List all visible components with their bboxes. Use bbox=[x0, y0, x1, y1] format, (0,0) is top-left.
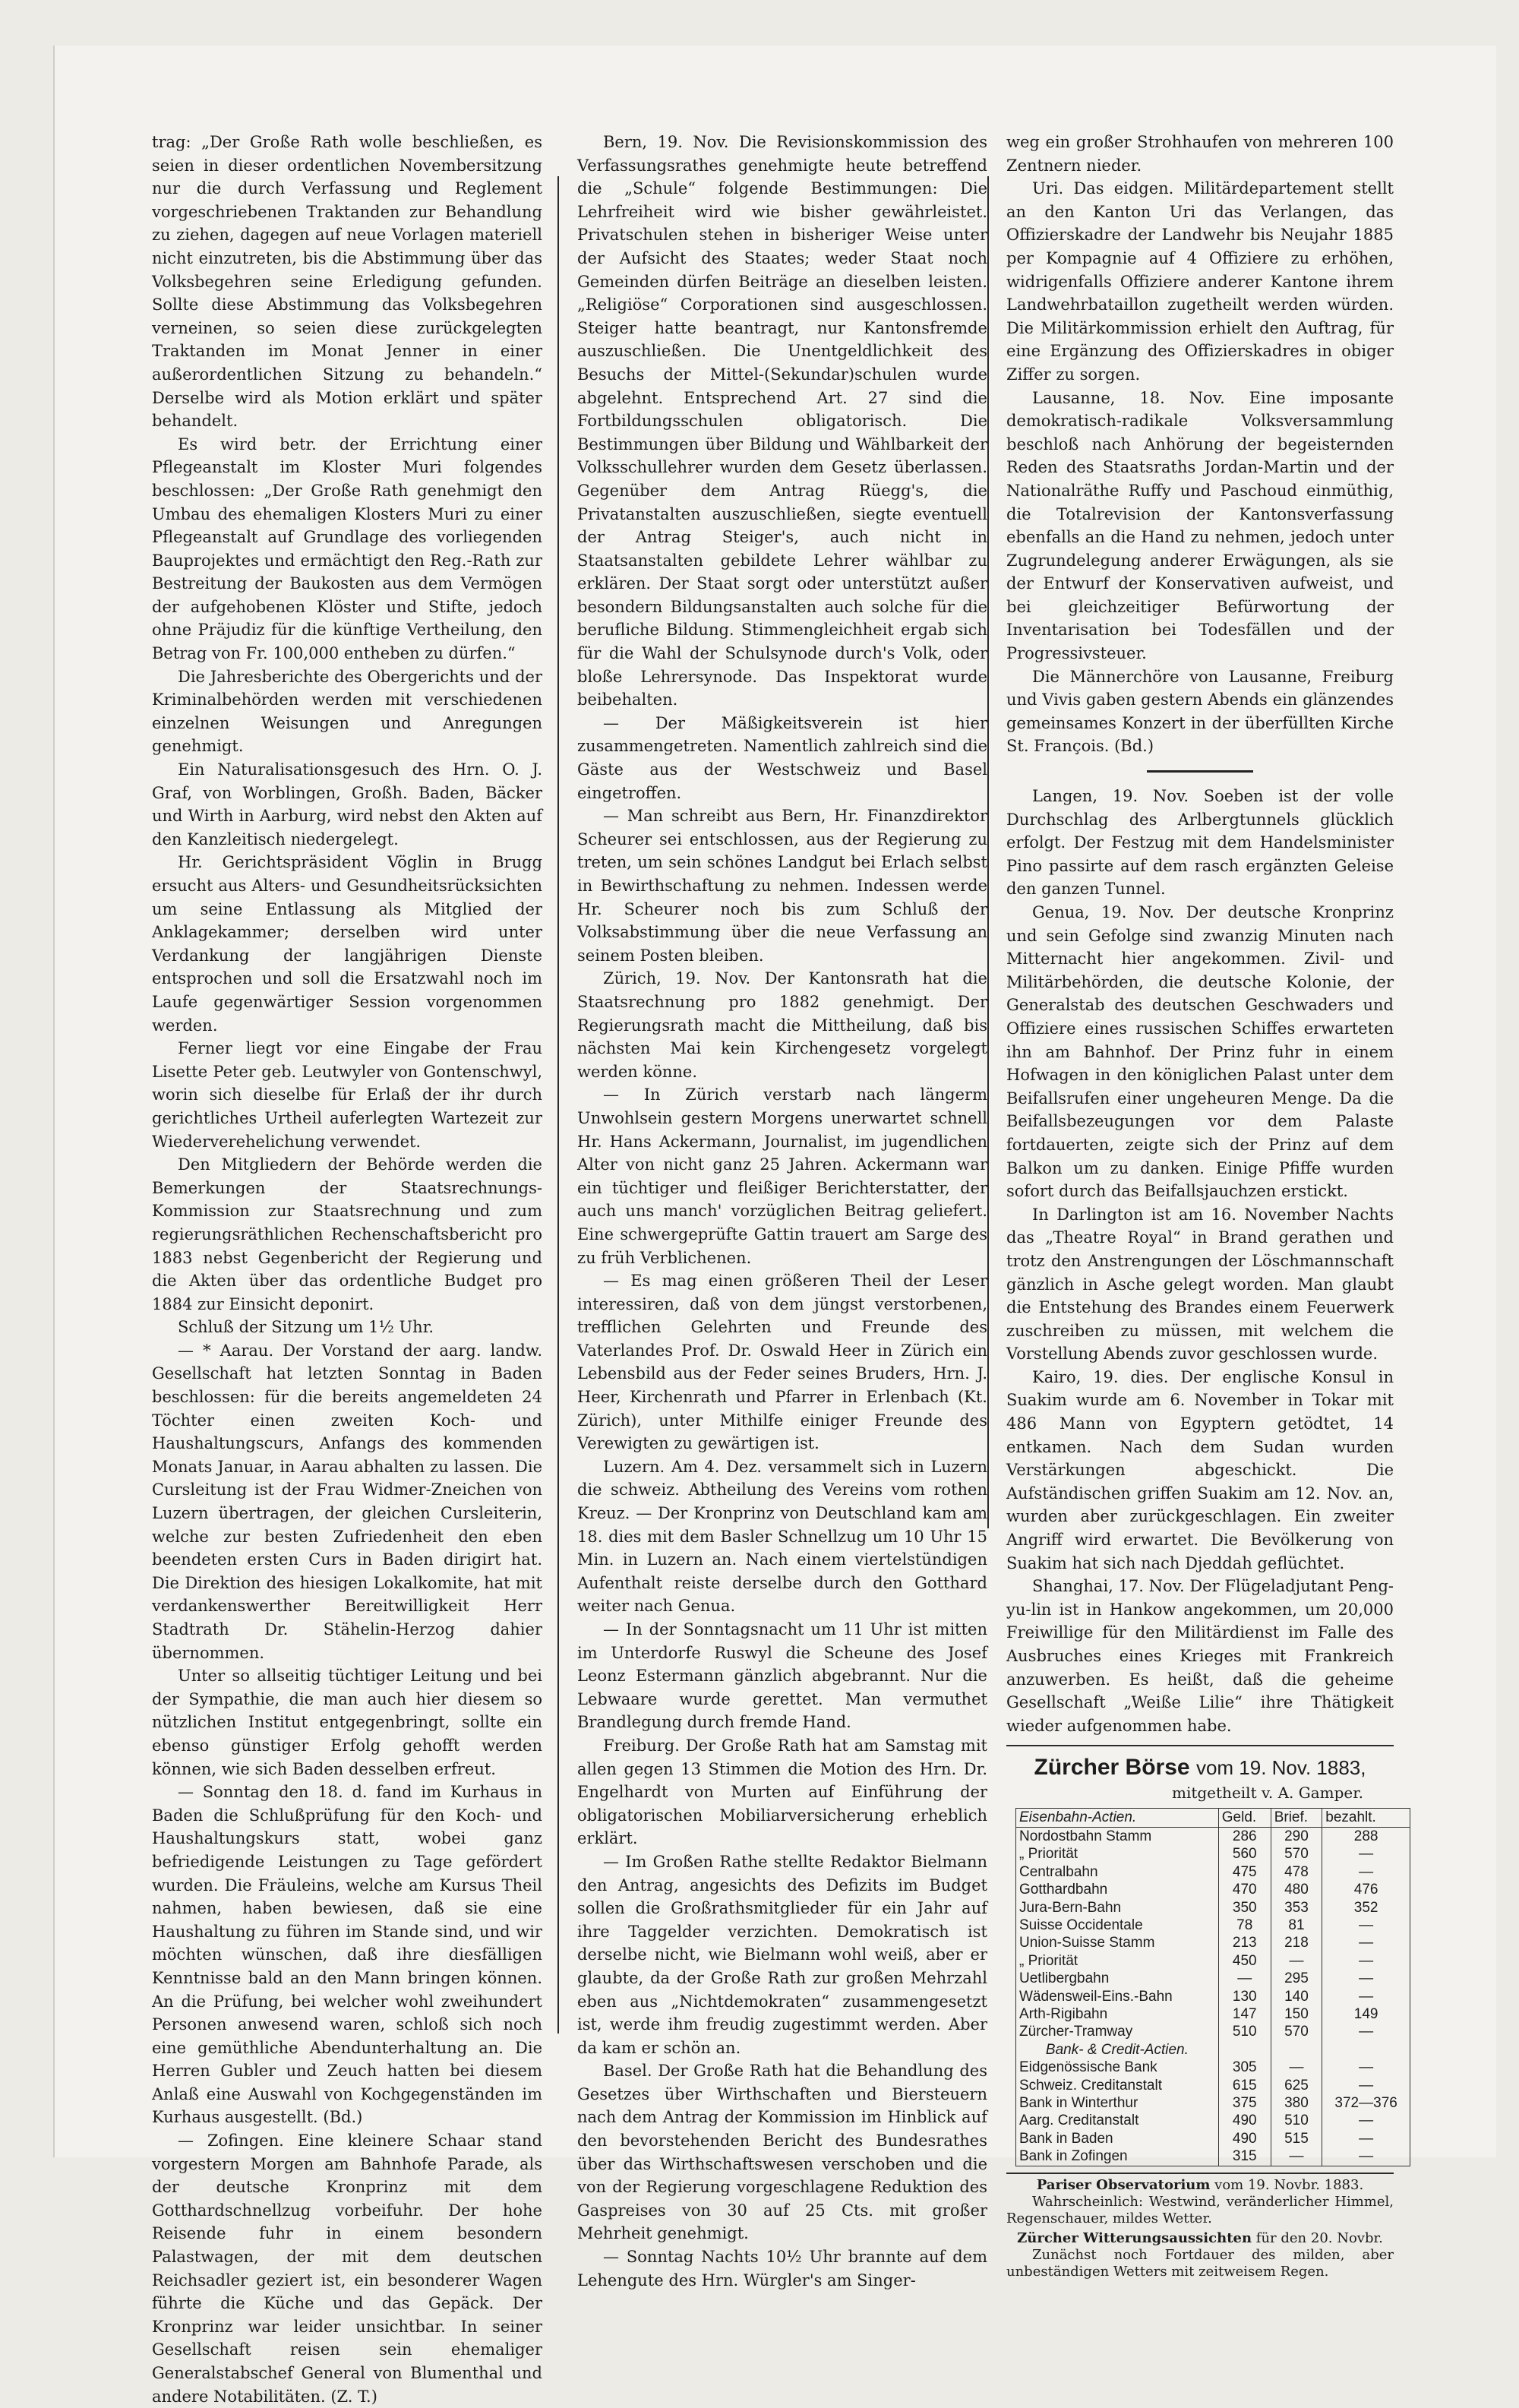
price-cell: 478 bbox=[1271, 1863, 1322, 1881]
price-cell: 140 bbox=[1271, 1988, 1322, 2005]
table-row bbox=[1016, 2005, 1410, 2023]
price-cell: — bbox=[1322, 1845, 1410, 1863]
table-category-row bbox=[1016, 2041, 1410, 2059]
price-cell: — bbox=[1322, 1952, 1410, 1970]
price-cell: — bbox=[1322, 1970, 1410, 1987]
price-cell: 147 bbox=[1218, 2005, 1271, 2023]
article-paragraph: Uri. Das eidgen. Militärdepartement stellt an den Kanton Uri das Verlangen, das Offizierskadre der Landwehr bis Neujahr 1885 per Kompagnie auf 4 Offiziere zu erhöhen, widrigenfalls Offiziere anderer Kantone ihrem Landwehrbataillon zugetheilt werden würden. Die Militärkommission erhielt den Auftrag, für eine Ergänzung des Offizierskadres in obiger Ziffer zu sorgen. bbox=[1006, 179, 1394, 384]
price-cell: 510 bbox=[1218, 2023, 1271, 2040]
header-category: Eisenbahn-Actien. bbox=[1016, 1808, 1219, 1827]
security-name: Bank in Zofingen bbox=[1016, 2147, 1219, 2165]
security-name: Eidgenössische Bank bbox=[1016, 2059, 1219, 2076]
price-cell: 290 bbox=[1271, 1827, 1322, 1845]
article-paragraph: Die Jahresberichte des Obergerichts und der Kriminalbehörden werden mit verschiedenen einzelnen Weisungen und Anregungen genehmigt. bbox=[152, 667, 542, 756]
table-row bbox=[1016, 1952, 1410, 1970]
article-paragraph: Hr. Gerichtspräsident Vöglin in Brugg ersucht aus Alters- und Gesundheitsrücksichten um seine Entlassung als Mitglied der Anklagekammer; derselben wird unter Verdankung der langjährigen Dienste entsprochen und soll die Ersatzwahl noch im Laufe gegenwärtiger Session vorgenommen werden. bbox=[152, 853, 542, 1035]
price-cell: 288 bbox=[1322, 1827, 1410, 1845]
article-paragraph: Unter so allseitig tüchtiger Leitung und bei der Sympathie, die man auch hier diesem so nützlichen Institut entgegenbringt, sollte ein ebenso günstiger Erfolg gehofft werden können, wie sich Baden desselben erfreut. bbox=[152, 1667, 542, 1778]
price-cell: — bbox=[1322, 2147, 1410, 2165]
article-paragraph: — Der Mäßigkeitsverein ist hier zusammengetreten. Namentlich zahlreich sind die Gäste aus der Westschweiz und Basel eingetroffen. bbox=[577, 713, 987, 802]
price-cell: 372—376 bbox=[1322, 2094, 1410, 2112]
empty-cell bbox=[1322, 2041, 1410, 2059]
column-divider bbox=[557, 176, 559, 2034]
price-cell: 515 bbox=[1271, 2130, 1322, 2147]
article-paragraph: Ferner liegt vor eine Eingabe der Frau Lisette Peter geb. Leutwyler von Gontenschwyl, worin sich dieselbe für Erlaß der ihr durch gerichtliches Urtheil auferlegten Wartezeit zur Wiederverehelichung verwendet. bbox=[152, 1039, 542, 1151]
paris-date: vom 19. Novbr. 1883. bbox=[1214, 2176, 1364, 2193]
security-name: Gotthardbahn bbox=[1016, 1881, 1219, 1898]
paris-title: Pariser Observatorium bbox=[1036, 2176, 1211, 2193]
security-name: „ Priorität bbox=[1016, 1845, 1219, 1863]
price-cell: 130 bbox=[1218, 1988, 1271, 2005]
price-cell: 213 bbox=[1218, 1934, 1271, 1951]
bourse-source: mitgetheilt v. A. Gamper. bbox=[1171, 1784, 1363, 1803]
price-cell: — bbox=[1322, 1934, 1410, 1951]
price-cell: 570 bbox=[1271, 2023, 1322, 2040]
bourse-date: vom 19. Nov. 1883, bbox=[1195, 1756, 1366, 1780]
article-paragraph: Es wird betr. der Errichtung einer Pflegeanstalt im Kloster Muri folgendes beschlossen: „Der Große Rath genehmigt den Umbau des ehemaligen Klosters Muri zu einer Pflegeanstalt auf Grundlage des vorliegenden Bauprojektes und ermächtigt den Reg.-Rath zur Bestreitung der Baukosten aus dem Vermögen der aufgehobenen Klöster und Stifte, jedoch ohne Präjudiz für die künftige Vertheilung, den Betrag von Fr. 100,000 entheben zu dürfen.“ bbox=[152, 435, 542, 663]
price-cell: 375 bbox=[1218, 2094, 1271, 2112]
table-row bbox=[1016, 2094, 1410, 2112]
price-cell: 570 bbox=[1271, 1845, 1322, 1863]
article-paragraph: — Sonntag Nachts 10½ Uhr brannte auf dem Lehengute des Hrn. Würgler's am Singer- bbox=[577, 2248, 987, 2289]
article-paragraph: trag: „Der Große Rath wolle beschließen, es seien in dieser ordentlichen Novembersitzung nur die durch Verfassung und Reglement vorgeschriebenen Traktanden zur Behandlung zu ziehen, dagegen auf neue Vorlagen materiell nicht einzutreten, bis die Abstimmung über das Volksbegehren seine Erledigung gefunden. Sollte diese Abstimmung das Volksbegehren verneinen, so seien diese zurückgelegten Traktanden im Monat Jenner in einer außerordentlichen Sitzung zu behandeln.“ Derselbe wird als Motion erklärt und später behandelt. bbox=[152, 133, 542, 431]
article-paragraph: — In Zürich verstarb nach längerm Unwohlsein gestern Morgens unerwartet schnell Hr. Hans Ackermann, Journalist, im jugendlichen Alter von nicht ganz 25 Jahren. Ackermann war ein tüchtiger und fleißiger Berichterstatter, der auch uns manch' vorzüglichen Beitrag geliefert. Eine schwergeprüfte Gattin trauert am Sarge des zu früh Verblichenen. bbox=[577, 1085, 987, 1267]
table-row bbox=[1016, 2147, 1410, 2165]
article-paragraph: Bern, 19. Nov. Die Revisionskommission des Verfassungsrathes genehmigte heute betreffend die „Schule“ folgende Bestimmungen: Die Lehrfreiheit wird wie bisher gewährleistet. Privatschulen stehen in bisheriger Weise unter der Aufsicht des Staates; weder Staat noch Gemeinden dürfen Beiträge an dieselben leisten. „Religiöse“ Corporationen sind ausgeschlossen. Steiger hatte beantragt, nur Kantonsfremde auszuschließen. Die Unentgeldlichkeit des Besuchs der Mittel-(Sekundar)schulen wurde abgelehnt. Entsprechend Art. 27 sind die Fortbildungsschulen obligatorisch. Die Bestimmungen über Bildung und Wählbarkeit der Volksschullehrer wurden dem Gesetz überlassen. Gegenüber dem Antrag Rüegg's, die Privatanstalten auszuschließen, siegte eventuell der Antrag Steiger's, auch nicht in Staatsanstalten gebildete Lehrer wählbar zu erklären. Der Staat sorgt oder unterstützt außer besondern Bildungsanstalten auch solche für die berufliche Bildung. Stimmengleichheit ergab sich für die Wahl der Schulsynode durch's Volk, oder bloße Lehrersynode. Das Inspektorat wurde beibehalten. bbox=[577, 133, 987, 709]
table-row bbox=[1016, 2023, 1410, 2040]
article-paragraph: — Sonntag den 18. d. fand im Kurhaus in Baden die Schlußprüfung für den Koch- und Haushaltungskurs statt, wobei ganz befriedigende Leistungen zu Tage gefördert wurden. Die Fräuleins, welche am Kursus Theil nahmen, haben bewiesen, daß sie eine Haushaltung zu führen im Stande sind, und wir möchten wünschen, daß ihre diesfälligen Kenntnisse bald an den Mann bringen können. An die Prüfung, bei welcher wohl zweihundert Personen anwesend waren, schloß sich noch eine gemüthliche Abendunterhaltung an. Die Herren Gubler und Zeuch hatten bei diesem Anlaß eine Auswahl von Kochgegenständen im Kurhaus ausgestellt. (Bd.) bbox=[152, 1783, 542, 2127]
price-cell: 490 bbox=[1218, 2130, 1271, 2147]
security-name: „ Priorität bbox=[1016, 1952, 1219, 1970]
zurich-forecast: Zunächst noch Fortdauer des milden, aber unbeständigen Wetters mit zeitweisem Regen. bbox=[1006, 2246, 1394, 2280]
price-cell: 476 bbox=[1322, 1881, 1410, 1898]
table-row bbox=[1016, 1899, 1410, 1917]
weather-zurich bbox=[1006, 2230, 1394, 2247]
price-cell: 450 bbox=[1218, 1952, 1271, 1970]
price-cell: 149 bbox=[1322, 2005, 1410, 2023]
column-2 bbox=[577, 131, 987, 2292]
article-paragraph: — Zofingen. Eine kleinere Schaar stand vorgestern Morgen am Bahnhofe Parade, als der deutsche Kronprinz mit dem Gotthardschnellzug vorbeifuhr. Der hohe Reisende fuhr in einem besondern Palastwagen, der mit dem deutschen Reichsadler geziert ist, ein besonderer Wagen führte die Küche und das Gepäck. Der Kronprinz war leider unsichtbar. In seiner Gesellschaft reisen sein ehemaliger Generalstabschef General von Blumenthal und andere Notabilitäten. (Z. T.) bbox=[152, 2131, 542, 2406]
article-paragraph: Schluß der Sitzung um 1½ Uhr. bbox=[178, 1318, 434, 1337]
security-name: Suisse Occidentale bbox=[1016, 1917, 1219, 1934]
price-cell: — bbox=[1322, 2077, 1410, 2094]
table-row bbox=[1016, 2112, 1410, 2129]
table-row bbox=[1016, 1827, 1410, 1845]
price-cell: 380 bbox=[1271, 2094, 1322, 2112]
price-cell: 352 bbox=[1322, 1899, 1410, 1917]
header-geld: Geld. bbox=[1218, 1808, 1271, 1827]
paris-forecast: Wahrscheinlich: Westwind, veränderlicher Himmel, Regenschauer, mildes Wetter. bbox=[1006, 2193, 1394, 2226]
price-cell: — bbox=[1322, 2112, 1410, 2129]
table-row bbox=[1016, 2130, 1410, 2147]
table-row bbox=[1016, 1881, 1410, 1898]
price-cell: 615 bbox=[1218, 2077, 1271, 2094]
price-cell: 490 bbox=[1218, 2112, 1271, 2129]
price-cell: 353 bbox=[1271, 1899, 1322, 1917]
section-rule bbox=[1006, 1745, 1394, 1746]
section-rule bbox=[1147, 770, 1253, 773]
article-paragraph: — Es mag einen größeren Theil der Leser interessiren, daß von dem jüngst verstorbenen, trefflichen Gelehrten und Freunde des Vaterlandes Prof. Dr. Oswald Heer in Zürich ein Lebensbild aus der Feder seines Bruders, Hrn. J. Heer, Kirchenrath und Pfarrer in Erlenbach (Kt. Zürich), unter Mithilfe einiger Freunde des Verewigten zu gewärtigen ist. bbox=[577, 1272, 987, 1453]
article-paragraph: Den Mitgliedern der Behörde werden die Bemerkungen der Staatsrechnungs-Kommission zur Staatsrechnung und zum regierungsräthlichen Rechenschaftsbericht pro 1883 nebst Gegenbericht der Regierung und die Akten über das ordentliche Budget pro 1884 zur Einsicht deponirt. bbox=[152, 1155, 542, 1313]
article-paragraph: weg ein großer Strohhaufen von mehreren 100 Zentnern nieder. bbox=[1006, 133, 1394, 175]
category-label: Bank- & Credit-Actien. bbox=[1016, 2041, 1219, 2059]
table-row bbox=[1016, 2077, 1410, 2094]
article-paragraph: Freiburg. Der Große Rath hat am Samstag mit allen gegen 13 Stimmen die Motion des Hrn. Dr. Engelhardt von Murten auf Einführung der obligatorischen Mobiliarversicherung erheblich erklärt. bbox=[577, 1736, 987, 1848]
header-bezahlt: bezahlt. bbox=[1322, 1808, 1410, 1827]
price-cell: 510 bbox=[1271, 2112, 1322, 2129]
table-row bbox=[1016, 2059, 1410, 2076]
price-cell: — bbox=[1322, 1863, 1410, 1881]
price-cell: — bbox=[1322, 2059, 1410, 2076]
price-cell: 480 bbox=[1271, 1881, 1322, 1898]
security-name: Jura-Bern-Bahn bbox=[1016, 1899, 1219, 1917]
article-paragraph: Shanghai, 17. Nov. Der Flügeladjutant Peng-yu-lin ist in Hankow angekommen, um 20,000 Freiwillige für den Militärdienst im Falle des Ausbruches eines Krieges mit Frankreich anzuwerben. Es heißt, daß die geheime Gesellschaft „Weiße Lilie“ ihre Thätigkeit wieder aufgenommen habe. bbox=[1006, 1577, 1394, 1735]
article-paragraph: — * Aarau. Der Vorstand der aarg. landw. Gesellschaft hat letzten Sonntag in Baden beschlossen: für die bereits angemeldeten 24 Töchter einen zweiten Koch- und Haushaltungscurs, Anfangs des kommenden Monats Januar, in Aarau abhalten zu lassen. Die Cursleitung ist der Frau Widmer-Zneichen von Luzern übertragen, der gleichen Cursleiterin, welche zur besten Zufriedenheit den eben beendeten ersten Curs in Baden dirigirt hat. Die Direktion des hiesigen Lokalkomite, hat mit verdankenswerther Bereitwilligkeit Herr Stadtrath Dr. Stähelin-Herzog dahier übernommen. bbox=[152, 1341, 542, 1662]
table-row bbox=[1016, 1917, 1410, 1934]
security-name: Zürcher-Tramway bbox=[1016, 2023, 1219, 2040]
bourse-title: Zürcher Börse bbox=[1034, 1755, 1190, 1781]
price-cell: 150 bbox=[1271, 2005, 1322, 2023]
security-name: Uetlibergbahn bbox=[1016, 1970, 1219, 1987]
security-name: Aarg. Creditanstalt bbox=[1016, 2112, 1219, 2129]
price-cell: — bbox=[1271, 2059, 1322, 2076]
price-cell: 470 bbox=[1218, 1881, 1271, 1898]
zurich-date: für den 20. Novbr. bbox=[1255, 2229, 1383, 2246]
weather-paris bbox=[1006, 2177, 1394, 2194]
price-cell: — bbox=[1322, 2023, 1410, 2040]
price-cell: — bbox=[1322, 2130, 1410, 2147]
security-name: Nordostbahn Stamm bbox=[1016, 1827, 1219, 1845]
article-paragraph: Basel. Der Große Rath hat die Behandlung des Gesetzes über Wirthschaften und Biersteuern nach dem Antrag der Kommission im Hinblick auf den bevorstehenden Bericht des Bundesrathes über das Wirthschaftswesen verschoben und die von der Regierung vorgeschlagene Reduktion des Gaspreises von 30 auf 25 Cts. mit großer Mehrheit genehmigt. bbox=[577, 2062, 987, 2243]
table-row bbox=[1016, 1934, 1410, 1951]
price-cell: 81 bbox=[1271, 1917, 1322, 1934]
table-row bbox=[1016, 1845, 1410, 1863]
price-cell: — bbox=[1218, 1970, 1271, 1987]
column-3 bbox=[1006, 131, 1397, 2280]
article-paragraph: Die Männerchöre von Lausanne, Freiburg und Vivis gaben gestern Abends ein glänzendes gemeinsames Konzert in der überfüllten Kirche St. François. (Bd.) bbox=[1006, 667, 1394, 756]
table-row bbox=[1016, 1988, 1410, 2005]
price-cell: 315 bbox=[1218, 2147, 1271, 2165]
article-paragraph: Luzern. Am 4. Dez. versammelt sich in Luzern die schweiz. Abtheilung des Vereins vom rothen Kreuz. — Der Kronprinz von Deutschland kam am 18. dies mit dem Basler Schnellzug um 10 Uhr 15 Min. in Luzern an. Nach einem viertelstündigen Aufenthalt reiste derselbe durch den Gotthard weiter nach Genua. bbox=[577, 1457, 987, 1616]
security-name: Wädensweil-Eins.-Bahn bbox=[1016, 1988, 1219, 2005]
bourse-section bbox=[1006, 1754, 1397, 2280]
price-cell: 475 bbox=[1218, 1863, 1271, 1881]
article-paragraph: Zürich, 19. Nov. Der Kantonsrath hat die Staatsrechnung pro 1882 genehmigt. Der Regierungsrath macht die Mittheilung, daß bis nächsten Mai kein Kirchengesetz vorgelegt werden könne. bbox=[577, 969, 987, 1081]
column-1 bbox=[152, 131, 542, 2408]
empty-cell bbox=[1271, 2041, 1322, 2059]
column-divider bbox=[987, 176, 989, 1528]
security-name: Bank in Winterthur bbox=[1016, 2094, 1219, 2112]
article-paragraph: Ein Naturalisationsgesuch des Hrn. O. J. Graf, von Worblingen, Großh. Baden, Bäcker und Wirth in Aarburg, wird nebst den Akten auf den Kanzleitisch niedergelegt. bbox=[152, 760, 542, 848]
price-cell: 286 bbox=[1218, 1827, 1271, 1845]
article-paragraph: — In der Sonntagsnacht um 11 Uhr ist mitten im Unterdorfe Ruswyl die Scheune des Josef Leonz Estermann gänzlich abgebrannt. Nur die Lebwaare wurde gerettet. Man vermuthet Brandlegung durch fremde Hand. bbox=[577, 1620, 987, 1732]
security-name: Bank in Baden bbox=[1016, 2130, 1219, 2147]
bourse-heading bbox=[1006, 1754, 1394, 1781]
bourse-table bbox=[1015, 1808, 1410, 2166]
price-cell: 295 bbox=[1271, 1970, 1322, 1987]
table-row bbox=[1016, 1863, 1410, 1881]
price-cell: 625 bbox=[1271, 2077, 1322, 2094]
price-cell: 78 bbox=[1218, 1917, 1271, 1934]
zurich-title: Zürcher Witterungsaussichten bbox=[1017, 2229, 1252, 2246]
security-name: Union-Suisse Stamm bbox=[1016, 1934, 1219, 1951]
price-cell: 305 bbox=[1218, 2059, 1271, 2076]
article-paragraph: — Man schreibt aus Bern, Hr. Finanzdirektor Scheurer sei entschlossen, aus der Regierung zu treten, um sein schönes Landgut bei Erlach selbst in Bewirthschaftung zu nehmen. Indessen werde Hr. Scheurer noch bis zum Schluß der Volksabstimmung über die neue Verfassung an seinem Posten bleiben. bbox=[577, 807, 987, 965]
price-cell: — bbox=[1322, 1917, 1410, 1934]
security-name: Arth-Rigibahn bbox=[1016, 2005, 1219, 2023]
article-paragraph: Kairo, 19. dies. Der englische Konsul in Suakim wurde am 6. November in Tokar mit 486 Mann von Egyptern getödtet, 14 entkamen. Nach dem Sudan wurden Verstärkungen abgeschickt. Die Aufständischen griffen Suakim am 12. Nov. an, wurden aber zurückgeschlagen. Ein zweiter Angriff wird erwartet. Die Bevölkerung von Suakim hat sich nach Djeddah geflüchtet. bbox=[1006, 1367, 1394, 1572]
empty-cell bbox=[1218, 2041, 1271, 2059]
price-cell: — bbox=[1322, 1988, 1410, 2005]
price-cell: — bbox=[1271, 2147, 1322, 2165]
article-paragraph: In Darlington ist am 16. November Nachts das „Theatre Royal“ in Brand gerathen und trotz den Anstrengungen der Löschmannschaft gänzlich in Asche gelegt worden. Man glaubt die Entstehung des Brandes einem Feuerwerk zuschreiben zu müssen, mit welchem die Vorstellung Abends zuvor geschlossen wurde. bbox=[1006, 1205, 1394, 1364]
security-name: Schweiz. Creditanstalt bbox=[1016, 2077, 1219, 2094]
article-paragraph: Lausanne, 18. Nov. Eine imposante demokratisch-radikale Volksversammlung beschloß nach Anhörung der begeisternden Reden des Staatsraths Jordan-Martin und der Nationalräthe Ruffy und Paschoud einmüthig, die Totalrevision der Kantonsverfassung ebenfalls an die Hand zu nehmen, jedoch unter Zugrundelegung anderer Erwägungen, als sie der Entwurf der Konservativen aufweist, und bei gleichzeitiger Befürwortung der Inventarisation bei Todesfällen und der Progressivsteuer. bbox=[1006, 388, 1394, 663]
table-row bbox=[1016, 1970, 1410, 1987]
article-paragraph: Genua, 19. Nov. Der deutsche Kronprinz und sein Gefolge sind zwanzig Minuten nach Mitternacht hier angekommen. Zivil- und Militärbehörden, die deutsche Kolonie, der Generalstab des deutschen Geschwaders und Offiziere eines russischen Schiffes erwarteten ihn am Bahnhof. Der Prinz fuhr in einem Hofwagen in den königlichen Palast unter dem Beifallsrufen einer ungeheuren Menge. Da die Beifallsbezeugungen vor dem Palaste fortdauerten, zeigte sich der Prinz auf dem Balkon um zu danken. Einige Pfiffe wurden sofort durch das Beifallsjauchzen erstickt. bbox=[1006, 903, 1394, 1201]
article-paragraph: Langen, 19. Nov. Soeben ist der volle Durchschlag des Arlbergtunnels glücklich erfolgt. Der Festzug mit dem Handelsminister Pino passirte auf dem rasch ergänzten Geleise den ganzen Tunnel. bbox=[1006, 787, 1394, 899]
security-name: Centralbahn bbox=[1016, 1863, 1219, 1881]
price-cell: 560 bbox=[1218, 1845, 1271, 1863]
price-cell: 218 bbox=[1271, 1934, 1322, 1951]
article-paragraph: — Im Großen Rathe stellte Redaktor Bielmann den Antrag, angesichts des Defizits im Budget sollen die Großrathsmitglieder für ein Jahr auf ihre Taggelder verzichten. Demokratisch ist derselbe nicht, wie Bielmann wohl weiß, aber er glaubte, da der Große Rath zur großen Mehrzahl eben aus „Nichtdemokraten“ zusammengesetzt ist, werde ihm freudig zugestimmt werden. Aber da kam er schön an. bbox=[577, 1852, 987, 2057]
price-cell: — bbox=[1271, 1952, 1322, 1970]
header-brief: Brief. bbox=[1271, 1808, 1322, 1827]
price-cell: 350 bbox=[1218, 1899, 1271, 1917]
